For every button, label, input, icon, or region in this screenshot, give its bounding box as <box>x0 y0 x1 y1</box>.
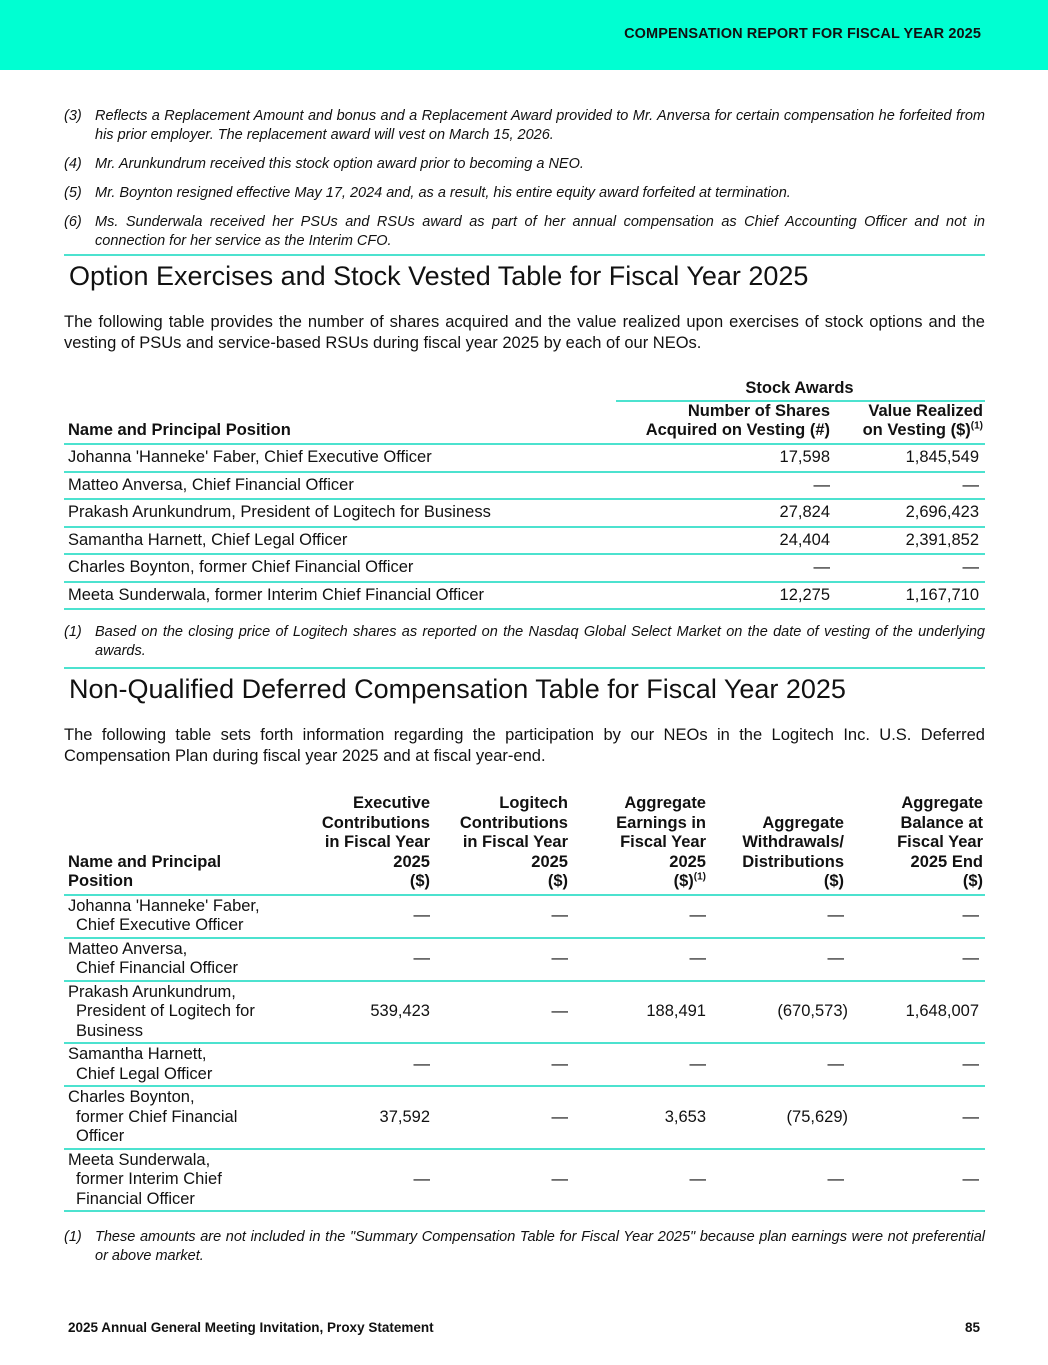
name-line: Johanna 'Hanneke' Faber, <box>68 896 260 915</box>
section-intro: The following table provides the number of shares acquired and the value realized upon exercises of stock options and the vesting of PSUs and service-based RSUs during fiscal year 2025 by each of our NEOs. <box>64 313 985 352</box>
cell-value: 1,167,710 <box>836 582 985 610</box>
column-header-logitech-contributions <box>436 794 574 895</box>
cell-name <box>64 895 298 938</box>
cell-name: Charles Boynton, former Chief Financial Officer <box>64 554 616 582</box>
footnote-text: Mr. Boynton resigned effective May 17, 2024 and, as a result, his entire equity award forfeited at termination. <box>95 185 791 201</box>
section-title-option-exercises: Option Exercises and Stock Vested Table for Fiscal Year 2025 <box>69 261 809 291</box>
cell-logi: — <box>436 895 574 938</box>
column-header-name <box>64 794 298 895</box>
name-line: Samantha Harnett, <box>68 1045 207 1063</box>
header-line: ($) <box>547 872 568 890</box>
header-line: Executive <box>352 794 430 812</box>
header-line: Name and Principal <box>68 852 222 871</box>
column-header-name: Name and Principal Position <box>64 401 616 444</box>
cell-earn: 188,491 <box>574 981 712 1044</box>
name-line: Matteo Anversa, <box>68 939 188 958</box>
cell-logi: — <box>436 1086 574 1149</box>
header-band <box>0 0 1048 70</box>
cell-withd: — <box>712 1043 850 1086</box>
cell-earn: — <box>574 938 712 981</box>
header-line: in Fiscal Year <box>324 833 430 851</box>
header-line: ($) <box>409 872 430 890</box>
footnote-text: Ms. Sunderwala received her PSUs and RSUs award as part of her annual compensation as Chief Accounting Officer and not in connection for her service as the Interim CFO. <box>95 214 985 249</box>
header-title: COMPENSATION REPORT FOR FISCAL YEAR 2025 <box>624 26 981 42</box>
header-line: 2025 <box>669 852 706 871</box>
cell-exec: — <box>298 895 436 938</box>
table-row <box>64 1086 985 1149</box>
footnote-text: Reflects a Replacement Amount and bonus and a Replacement Award provided to Mr. Anversa for certain compensation he forfeited from his prior employer. The replacement award will vest on March 15, 2026. <box>95 108 985 143</box>
cell-shares: 24,404 <box>616 527 836 555</box>
stock-awards-group-header: Stock Awards <box>616 376 985 401</box>
cell-exec: — <box>298 1149 436 1212</box>
stock-vested-table <box>64 376 985 610</box>
header-line: Aggregate <box>901 794 983 812</box>
footnote-6 <box>64 213 985 251</box>
cell-earn: — <box>574 895 712 938</box>
footnote-number: (4) <box>64 156 82 172</box>
column-header-value <box>836 401 985 444</box>
cell-logi: — <box>436 1043 574 1086</box>
cell-name <box>64 1043 298 1086</box>
table-row <box>64 527 985 555</box>
table-row <box>64 554 985 582</box>
cell-withd: — <box>712 1149 850 1212</box>
header-line: ($) <box>962 872 983 890</box>
position-line: Chief Executive Officer <box>76 916 244 934</box>
cell-name: Johanna 'Hanneke' Faber, Chief Executive Officer <box>64 444 616 472</box>
header-line: Acquired on Vesting (#) <box>645 421 830 439</box>
cell-bal: — <box>850 895 985 938</box>
cell-name <box>64 981 298 1044</box>
header-line: Number of Shares <box>687 402 830 420</box>
header-line: in Fiscal Year <box>462 833 568 851</box>
footnote-text: Mr. Arunkundrum received this stock option award prior to becoming a NEO. <box>95 156 584 172</box>
position-line: former Interim Chief <box>76 1170 222 1188</box>
cell-value: 2,391,852 <box>836 527 985 555</box>
header-line: Position <box>68 872 134 890</box>
header-line: 2025 End <box>910 852 983 871</box>
header-line: Contributions <box>321 813 430 832</box>
header-line: Aggregate <box>762 813 844 832</box>
header-line: Aggregate <box>624 794 706 812</box>
cell-exec: — <box>298 1043 436 1086</box>
name-line: Prakash Arunkundrum, <box>68 982 236 1001</box>
cell-bal: — <box>850 938 985 981</box>
table-row <box>64 938 985 981</box>
cell-earn: 3,653 <box>574 1086 712 1149</box>
table-row <box>64 444 985 472</box>
cell-exec: 37,592 <box>298 1086 436 1149</box>
header-line: Value Realized <box>868 402 983 420</box>
section-intro: The following table sets forth information regarding the participation by our NEOs in the Logitech Inc. U.S. Deferred Compensation Plan during fiscal year 2025 and at fiscal year-end. <box>64 726 985 765</box>
header-line: 2025 <box>531 852 568 871</box>
footnote-4 <box>64 155 985 174</box>
cell-withd: (670,573) <box>712 981 850 1044</box>
header-line: Logitech <box>499 794 568 812</box>
header-line: Withdrawals/ <box>742 833 844 851</box>
cell-bal: — <box>850 1149 985 1212</box>
table-row <box>64 1149 985 1212</box>
section-title-deferred-compensation: Non-Qualified Deferred Compensation Table for Fiscal Year 2025 <box>69 674 846 704</box>
deferred-compensation-table <box>64 794 985 1212</box>
cell-value: 2,696,423 <box>836 499 985 527</box>
cell-value: — <box>836 554 985 582</box>
cell-name: Samantha Harnett, Chief Legal Officer <box>64 527 616 555</box>
footnote-number: (1) <box>64 624 82 640</box>
footnote-text: Based on the closing price of Logitech shares as reported on the Nasdaq Global Select Market on the date of vesting of the underlying awards. <box>95 624 985 659</box>
header-line: ($) <box>823 872 844 890</box>
cell-shares: — <box>616 554 836 582</box>
column-header-aggregate-withdrawals <box>712 794 850 895</box>
header-line: Fiscal Year <box>620 833 706 851</box>
page-footer <box>68 1320 980 1335</box>
page-number: 85 <box>964 1320 980 1335</box>
cell-value: 1,845,549 <box>836 444 985 472</box>
position-line: Chief Financial Officer <box>76 959 239 977</box>
cell-logi: — <box>436 1149 574 1212</box>
column-header-executive-contributions <box>298 794 436 895</box>
footnote-5 <box>64 184 985 203</box>
header-line: Fiscal Year <box>897 833 983 851</box>
table-row <box>64 499 985 527</box>
header-line: ($) <box>673 872 694 890</box>
cell-bal: — <box>850 1043 985 1086</box>
cell-shares: 17,598 <box>616 444 836 472</box>
table-row <box>64 472 985 500</box>
position-line: Officer <box>76 1127 125 1145</box>
cell-shares: — <box>616 472 836 500</box>
cell-name: Prakash Arunkundrum, President of Logitech for Business <box>64 499 616 527</box>
header-line: Distributions <box>742 852 844 871</box>
footnote-3 <box>64 107 985 145</box>
cell-logi: — <box>436 938 574 981</box>
footnote-number: (1) <box>64 1229 82 1245</box>
table-row <box>64 582 985 610</box>
cell-name <box>64 1149 298 1212</box>
table-row <box>64 981 985 1044</box>
page-content <box>64 107 985 1276</box>
cell-name <box>64 938 298 981</box>
table-row <box>64 895 985 938</box>
footnote-number: (3) <box>64 108 82 124</box>
header-line: Earnings in <box>616 813 706 832</box>
section2-footnote <box>64 1228 985 1266</box>
cell-name: Meeta Sunderwala, former Interim Chief Financial Officer <box>64 582 616 610</box>
cell-bal: 1,648,007 <box>850 981 985 1044</box>
section1-footnote <box>64 623 985 661</box>
position-line: Financial Officer <box>76 1189 195 1208</box>
cell-value: — <box>836 472 985 500</box>
footnote-text: These amounts are not included in the "Summary Compensation Table for Fiscal Year 2025" because plan earnings were not preferential or above market. <box>95 1229 985 1264</box>
cell-name <box>64 1086 298 1149</box>
footer-document-title: 2025 Annual General Meeting Invitation, Proxy Statement <box>68 1320 434 1335</box>
position-line: Chief Legal Officer <box>76 1064 213 1083</box>
cell-shares: 12,275 <box>616 582 836 610</box>
position-line: former Chief Financial <box>76 1107 238 1126</box>
column-header-aggregate-earnings <box>574 794 712 895</box>
footnote-number: (6) <box>64 214 82 230</box>
footnote-ref: (1) <box>970 420 983 432</box>
cell-logi: — <box>436 981 574 1044</box>
cell-bal: — <box>850 1086 985 1149</box>
header-line: Balance at <box>900 813 983 832</box>
cell-withd: (75,629) <box>712 1086 850 1149</box>
header-line: on Vesting ($) <box>862 421 971 439</box>
cell-earn: — <box>574 1149 712 1212</box>
cell-withd: — <box>712 938 850 981</box>
table-row <box>64 1043 985 1086</box>
cell-earn: — <box>574 1043 712 1086</box>
cell-shares: 27,824 <box>616 499 836 527</box>
blank-header <box>64 376 616 401</box>
header-line: 2025 <box>393 852 430 871</box>
position-line: Business <box>76 1021 143 1040</box>
cell-withd: — <box>712 895 850 938</box>
position-line: President of Logitech for <box>76 1002 255 1020</box>
name-line: Meeta Sunderwala, <box>68 1150 211 1169</box>
header-line: Contributions <box>459 813 568 832</box>
footnote-number: (5) <box>64 185 82 201</box>
cell-exec: — <box>298 938 436 981</box>
column-header-aggregate-balance <box>850 794 985 895</box>
footnote-ref: (1) <box>693 871 706 883</box>
cell-exec: 539,423 <box>298 981 436 1044</box>
cell-name: Matteo Anversa, Chief Financial Officer <box>64 472 616 500</box>
top-footnotes <box>64 107 985 251</box>
column-header-shares <box>616 401 836 444</box>
name-line: Charles Boynton, <box>68 1088 195 1106</box>
